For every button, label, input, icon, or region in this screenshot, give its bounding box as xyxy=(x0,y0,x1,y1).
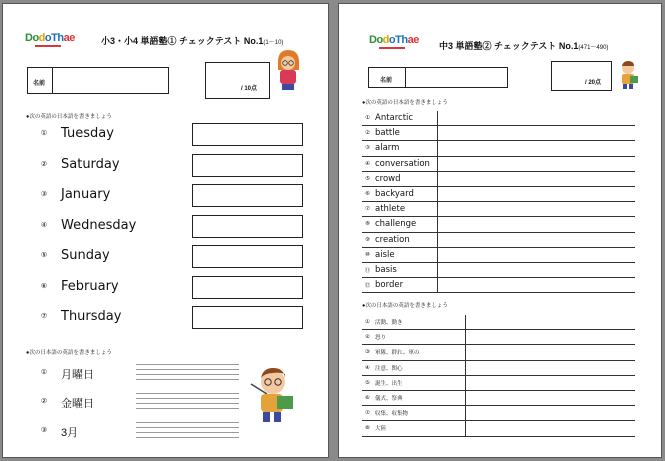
teacher-illustration xyxy=(617,60,639,95)
worksheet-title: 中3 単語塾② チェックテスト No.1(471～490) xyxy=(439,41,609,51)
item-number: ⑤ xyxy=(362,171,373,186)
answer-cell[interactable] xyxy=(438,262,636,277)
answer-box[interactable] xyxy=(192,154,303,177)
eng-word-table xyxy=(362,111,635,293)
answer-cell[interactable] xyxy=(466,390,636,405)
item-number: ④ xyxy=(40,221,48,229)
word: Antarctic xyxy=(373,111,438,126)
english-word: Wednesday xyxy=(61,217,137,233)
instruction-eng-to-jp: ●次の英語の日本語を書きましょう xyxy=(26,114,112,120)
word: basis xyxy=(373,262,438,277)
answer-cell[interactable] xyxy=(438,278,636,293)
table-row xyxy=(362,111,635,126)
word: 注意、関心 xyxy=(373,360,466,375)
answer-cell[interactable] xyxy=(438,111,636,126)
english-word: Sunday xyxy=(61,248,110,263)
word: 儀式、祭典 xyxy=(373,390,466,405)
table-row xyxy=(362,375,635,390)
word: 誕生、出生 xyxy=(373,375,466,390)
item-number: ⑥ xyxy=(40,282,48,290)
table-row xyxy=(362,156,635,171)
answer-cell[interactable] xyxy=(438,186,636,201)
word: border xyxy=(373,278,438,293)
table-row xyxy=(362,390,635,405)
word: battle xyxy=(373,126,438,141)
word: backyard xyxy=(373,186,438,201)
answer-box[interactable] xyxy=(192,276,303,299)
instruction-jp-to-eng: ●次の日本語の英語を書きましょう xyxy=(26,350,112,356)
item-number: ⑤ xyxy=(362,375,373,390)
english-word: Saturday xyxy=(61,156,120,172)
word: aisle xyxy=(373,247,438,262)
word: 怒り xyxy=(373,330,466,345)
item-number: ③ xyxy=(362,141,373,156)
table-row xyxy=(362,232,635,247)
table-row xyxy=(362,360,635,375)
answer-cell[interactable] xyxy=(438,247,636,262)
table-row xyxy=(362,345,635,360)
item-number: ① xyxy=(362,315,373,330)
score-box[interactable] xyxy=(551,61,612,91)
name-label: 名前 xyxy=(33,81,46,87)
answer-cell[interactable] xyxy=(466,375,636,390)
item-number: ③ xyxy=(362,345,373,360)
logo: DodoThae xyxy=(25,32,75,44)
table-row xyxy=(362,126,635,141)
writing-lines[interactable] xyxy=(136,389,239,409)
answer-cell[interactable] xyxy=(466,315,636,330)
item-number: ⑨ xyxy=(362,232,373,247)
answer-box[interactable] xyxy=(192,215,303,238)
item-number: ② xyxy=(362,330,373,345)
table-row xyxy=(362,171,635,186)
word: 軍隊、群れ、軍の xyxy=(373,345,466,360)
japanese-word: 金曜日 xyxy=(61,398,94,410)
english-word: Tuesday xyxy=(61,126,114,141)
item-number: ② xyxy=(40,160,48,168)
worksheet-right xyxy=(338,3,662,458)
answer-cell[interactable] xyxy=(438,156,636,171)
english-word: February xyxy=(61,278,119,294)
table-row xyxy=(362,262,635,277)
item-number: ⑦ xyxy=(362,202,373,217)
table-row xyxy=(362,217,635,232)
item-number: ⑦ xyxy=(40,313,48,320)
item-number: ② xyxy=(362,126,373,141)
word: 大陸 xyxy=(373,421,466,436)
worksheet-title: 小3・小4 単語塾① チェックテスト No.1(1～10) xyxy=(101,36,284,46)
japanese-word: 月曜日 xyxy=(61,369,94,381)
table-row xyxy=(362,315,635,330)
answer-cell[interactable] xyxy=(438,217,636,232)
answer-box[interactable] xyxy=(192,306,303,329)
score-label: / 10点 xyxy=(241,86,258,92)
item-number: ⑥ xyxy=(362,186,373,201)
jp-word-table xyxy=(362,315,635,437)
answer-cell[interactable] xyxy=(466,345,636,360)
answer-cell[interactable] xyxy=(438,171,636,186)
table-row xyxy=(362,247,635,262)
item-number: ⑧ xyxy=(362,217,373,232)
writing-lines[interactable] xyxy=(136,360,239,380)
score-label: / 20点 xyxy=(585,80,602,86)
item-number: ③ xyxy=(40,427,48,434)
word: 収集、収集物 xyxy=(373,406,466,421)
table-row xyxy=(362,202,635,217)
answer-box[interactable] xyxy=(192,245,303,268)
answer-cell[interactable] xyxy=(438,202,636,217)
answer-box[interactable] xyxy=(192,184,303,207)
answer-cell[interactable] xyxy=(438,126,636,141)
score-box[interactable] xyxy=(205,62,270,99)
table-row xyxy=(362,186,635,201)
item-number: ⑫ xyxy=(362,278,373,293)
name-label: 名前 xyxy=(380,78,393,84)
answer-cell[interactable] xyxy=(466,330,636,345)
item-number: ① xyxy=(40,369,48,376)
answer-cell[interactable] xyxy=(438,141,636,156)
item-number: ⑧ xyxy=(362,421,373,436)
answer-cell[interactable] xyxy=(466,360,636,375)
japanese-word: 3月 xyxy=(61,427,79,439)
word: challenge xyxy=(373,217,438,232)
teacher-illustration xyxy=(273,48,303,97)
table-row xyxy=(362,330,635,345)
worksheet-left xyxy=(2,3,329,458)
answer-cell[interactable] xyxy=(466,421,636,436)
item-number: ⑩ xyxy=(362,247,373,262)
writing-lines[interactable] xyxy=(136,418,239,438)
item-number: ⑥ xyxy=(362,390,373,405)
teacher-pointer-illustration xyxy=(249,364,299,429)
instruction-eng-to-jp: ●次の英語の日本語を書きましょう xyxy=(362,100,448,106)
item-number: ① xyxy=(362,111,373,126)
word: creation xyxy=(373,232,438,247)
english-word: January xyxy=(61,187,111,202)
word: 活動、動き xyxy=(373,315,466,330)
item-number: ⑤ xyxy=(40,252,48,259)
answer-box[interactable] xyxy=(192,123,303,146)
word: athlete xyxy=(373,202,438,217)
item-number: ④ xyxy=(362,156,373,171)
word: conversation xyxy=(373,156,438,171)
table-row xyxy=(362,421,635,436)
answer-cell[interactable] xyxy=(438,232,636,247)
table-row xyxy=(362,278,635,293)
table-row xyxy=(362,141,635,156)
answer-cell[interactable] xyxy=(466,406,636,421)
logo: DodoThae xyxy=(369,34,419,46)
table-row xyxy=(362,406,635,421)
item-number: ⑪ xyxy=(362,262,373,277)
word: crowd xyxy=(373,171,438,186)
item-number: ③ xyxy=(40,191,48,198)
item-number: ⑦ xyxy=(362,406,373,421)
item-number: ① xyxy=(40,130,48,137)
instruction-jp-to-eng: ●次の日本語の英語を書きましょう xyxy=(362,303,448,309)
english-word: Thursday xyxy=(61,309,122,324)
item-number: ② xyxy=(40,398,48,405)
item-number: ④ xyxy=(362,360,373,375)
word: alarm xyxy=(373,141,438,156)
